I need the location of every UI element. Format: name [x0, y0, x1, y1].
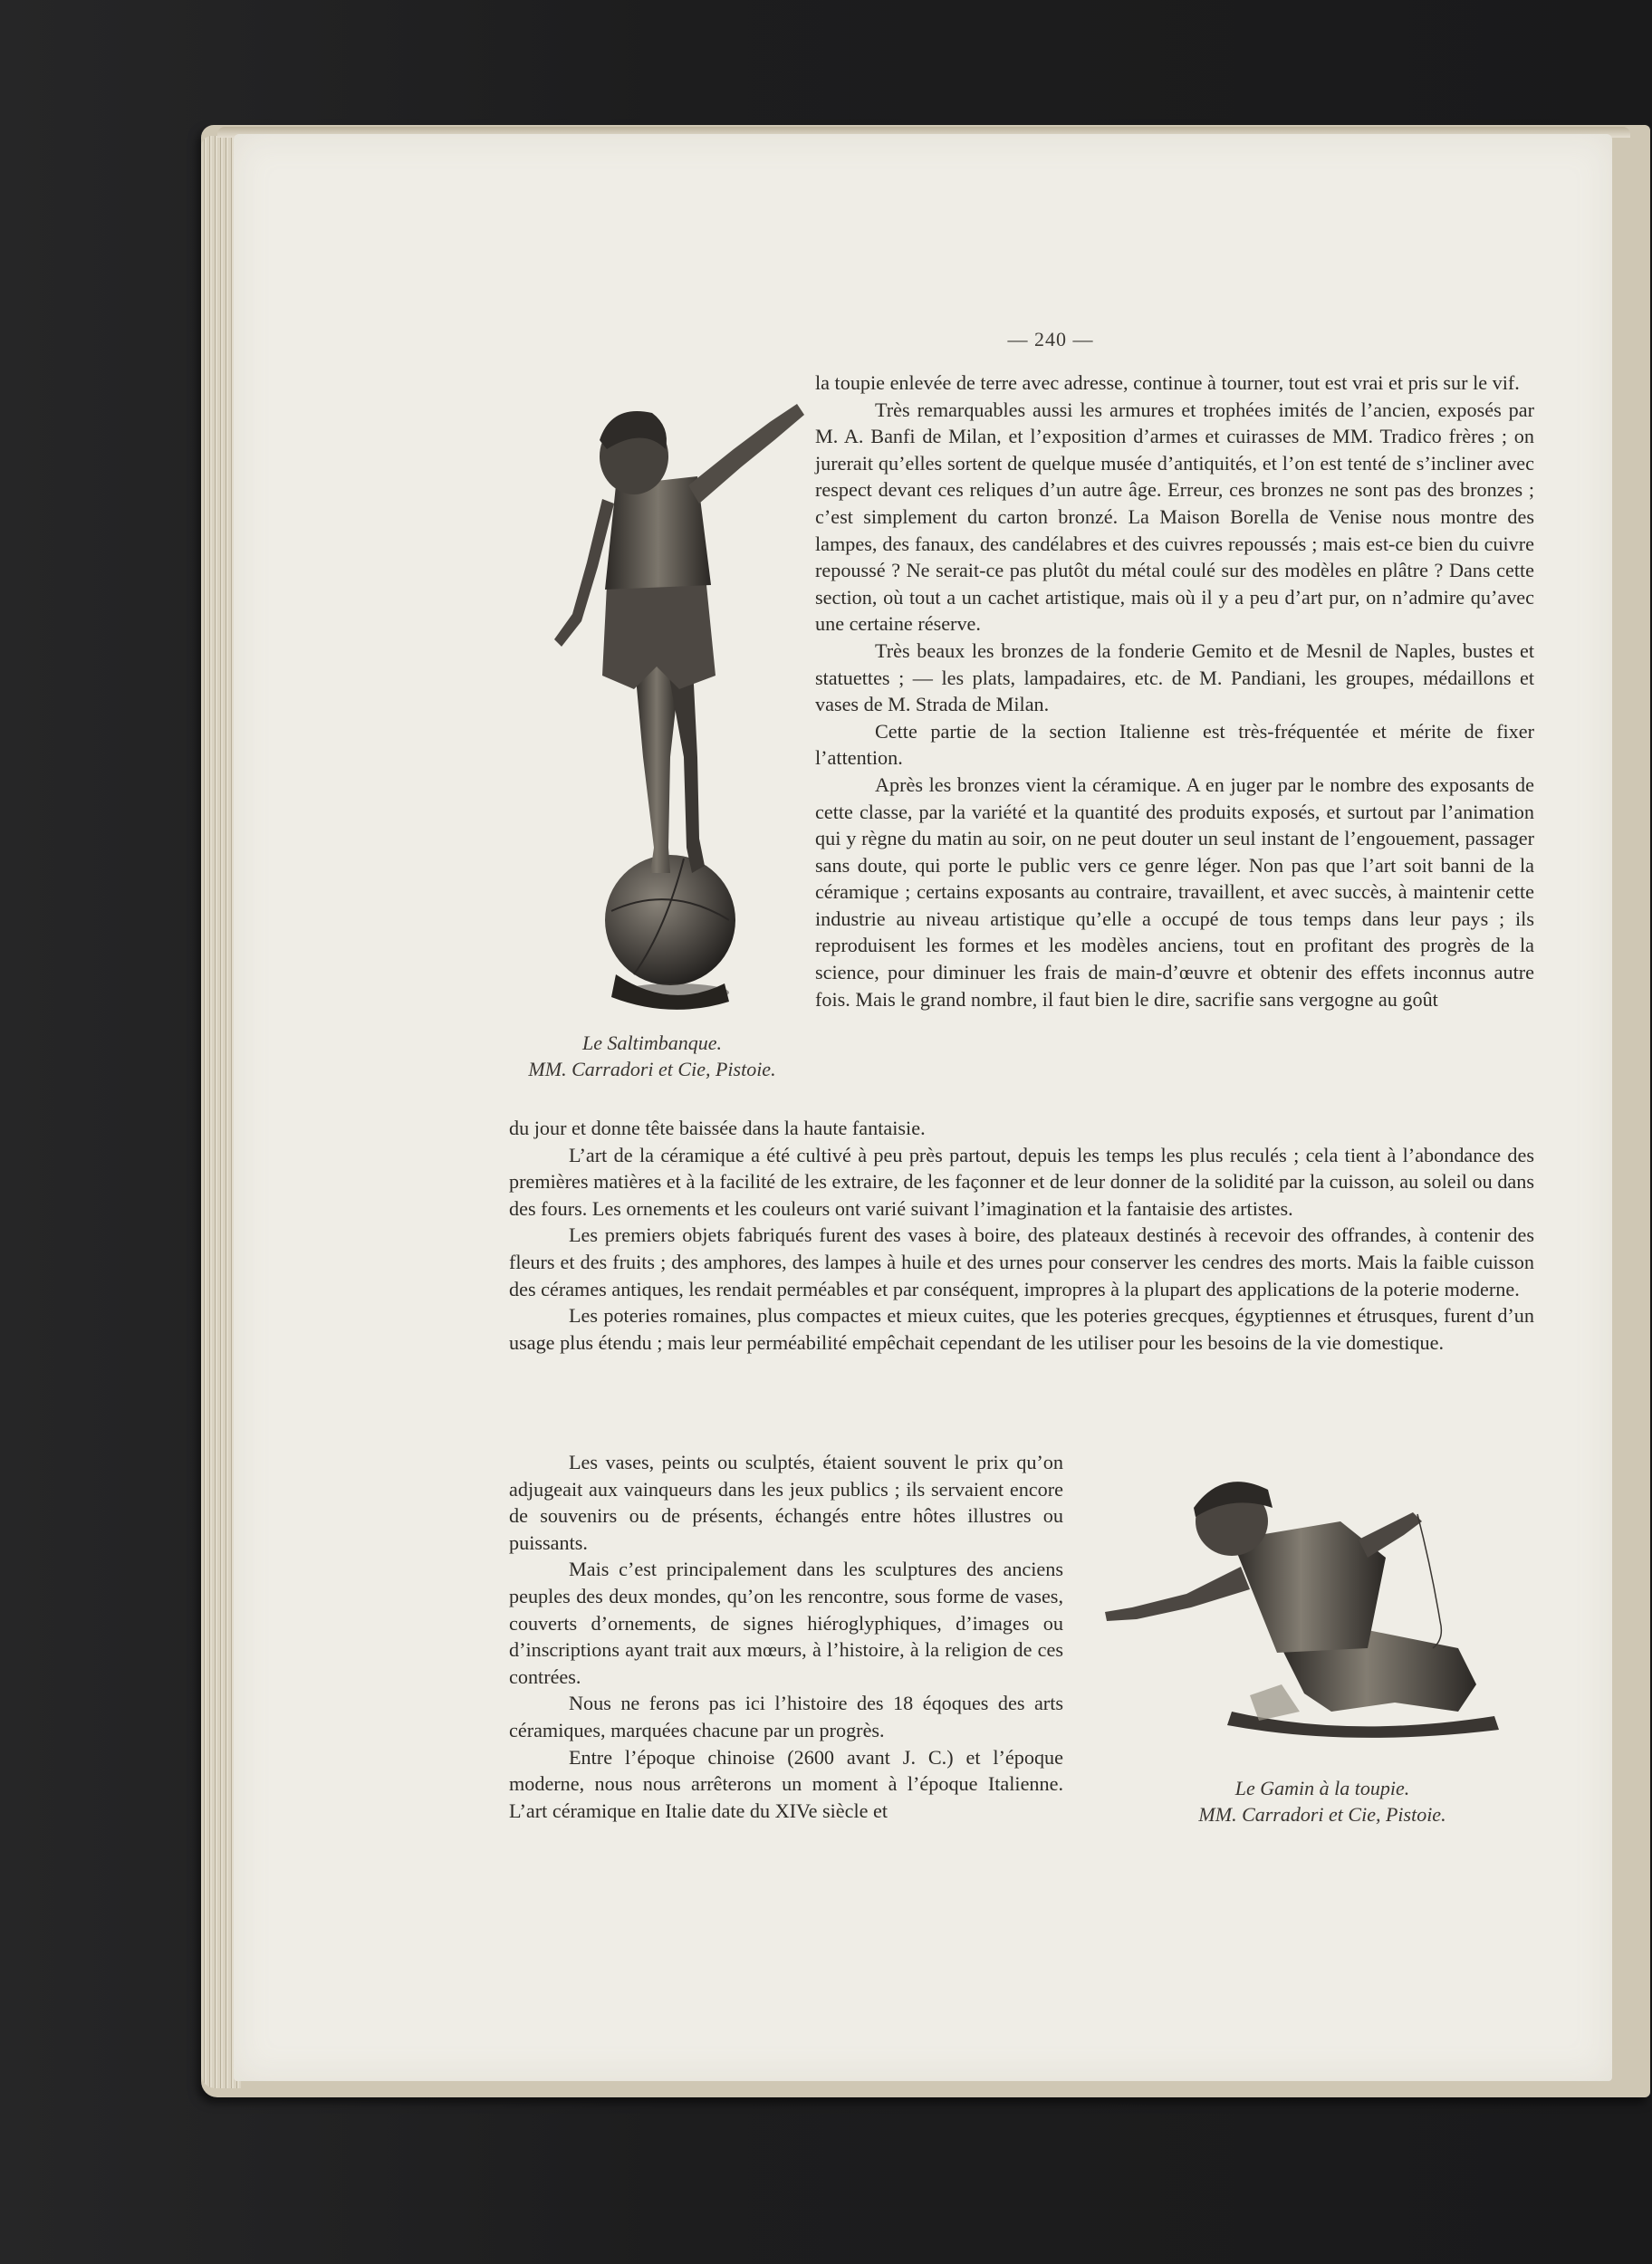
figure1-caption-credit: MM. Carradori et Cie, Pistoie.: [528, 1058, 776, 1080]
paragraph: Nous ne ferons pas ici l’histoire des 18 éqoques des arts céramiques, marquées chacune par un progrès.: [509, 1692, 1063, 1741]
full-width-text: [509, 1115, 1534, 1356]
paragraph: Entre l’époque chinoise (2600 avant J. C.) et l’époque moderne, nous nous arrêterons un moment à l’époque Italienne. L’art céramique en Italie date du XIVe siècle et: [509, 1745, 1063, 1822]
paragraph: L’art de la céramique a été cultivé à peu près partout, depuis les temps les plus reculés ; cela tient à l’abondance des premières matières et à la facilité de les extraire, de les façonner et de leur donner de la solidité par la cuisson, au soleil ou dans des fours. Les ornements et les couleurs ont varié suivant l’imagination et la fantaisie des artistes.: [509, 1143, 1534, 1220]
figure2-caption: [1114, 1775, 1531, 1828]
saltimbanque-statue-illustration: [498, 377, 806, 1020]
paragraph: Très remarquables aussi les armures et trophées imités de l’ancien, exposés par M. A. Banfi de Milan, et l’exposition d’armes et cuirasses de MM. Tradico frères ; on jurerait qu’elles sortent de quelque musée d’antiquités, et l’on est tenté de s’incliner avec respect devant ces reliques d’un autre âge. Erreur, ces bronzes ne sont pas des bronzes ; c’est simplement du carton bronzé. La Maison Borella de Venise nous montre des lampes, des fanaux, des candélabres et des cuivres repoussés ; mais est-ce bien du cuivre repoussé ? Ne serait-ce pas plutôt du métal coulé sur des modèles en plâtre ? Dans cette section, où tout a un cachet artistique, mais où il y a peu d’art pur, on n’admire qu’avec une certaine réserve.: [815, 398, 1534, 636]
gamin-toupie-statue-illustration: [1096, 1458, 1531, 1748]
paragraph: du jour et donne tête baissée dans la haute fantaisie.: [509, 1117, 926, 1139]
paragraph: Mais c’est principalement dans les sculptures des anciens peuples des deux mondes, qu’on les rencontre, sous forme de vases, couverts d’ornements, de signes hiéroglyphiques, d’images ou d’inscriptions ayant trait aux mœurs, à l’histoire, à la religion de ces contrées.: [509, 1558, 1063, 1688]
figure1-caption: [489, 1030, 815, 1082]
paragraph: Cette partie de la section Italienne est très-fréquentée et mérite de fixer l’attention.: [815, 719, 1534, 770]
right-column-text: [815, 369, 1534, 1012]
page-number: — 240 —: [1007, 328, 1094, 350]
paragraph: Les premiers objets fabriqués furent des vases à boire, des plateaux destinés à recevoir des offrandes, à contenir des fleurs et des fruits ; des amphores, des lampes à huile et des urnes pour conserver les cendres des morts. Mais la faible cuisson des cérames antiques, les rendait perméables et par conséquent, impropres à la plupart des applications de la poterie moderne.: [509, 1223, 1534, 1300]
figure1-caption-title: Le Saltimbanque.: [582, 1031, 722, 1054]
paragraph: la toupie enlevée de terre avec adresse, continue à tourner, tout est vrai et pris sur le vif.: [815, 371, 1520, 394]
figure2-caption-title: Le Gamin à la toupie.: [1234, 1777, 1410, 1799]
paragraph: Après les bronzes vient la céramique. A en juger par le nombre des exposants de cette classe, par la variété et la quantité des produits exposés, et surtout par l’animation qui y règne du matin au soir, on ne peut douter un seul instant de l’engouement, passager sans doute, qui porte le public vers ce genre léger. Non pas que l’art soit banni de la céramique ; certains exposants au contraire, travaillent, et avec succès, à maintenir cette industrie au niveau artistique qu’elle a occupé de tous temps dans leur pays ; ils reproduisent les formes et les modèles anciens, tout en profitant des progrès de la science, pour diminuer les frais de main-d’œuvre et obtenir des effets inconnus autre fois. Mais le grand nombre, il faut bien le dire, sacrifie sans vergogne au goût: [815, 772, 1534, 1011]
paragraph: Les vases, peints ou sculptés, étaient souvent le prix qu’on adjugeait aux vainqueurs dans les jeux publics ; ils servaient encore de souvenirs ou de présents, échangés entre hôtes illustres ou puissants.: [509, 1451, 1063, 1554]
paragraph: Les poteries romaines, plus compactes et mieux cuites, que les poteries grecques, égyptiennes et étrusques, furent d’un usage plus étendu ; mais leur perméabilité empêchait cependant de les utiliser pour les besoins de la vie domestique.: [509, 1304, 1534, 1354]
left-column-text: [509, 1449, 1063, 1824]
figure2-caption-credit: MM. Carradori et Cie, Pistoie.: [1198, 1803, 1446, 1826]
paragraph: Très beaux les bronzes de la fonderie Gemito et de Mesnil de Naples, bustes et statuettes ; — les plats, lampadaires, etc. de M. Pandiani, les groupes, médaillons et vases de M. Strada de Milan.: [815, 638, 1534, 716]
